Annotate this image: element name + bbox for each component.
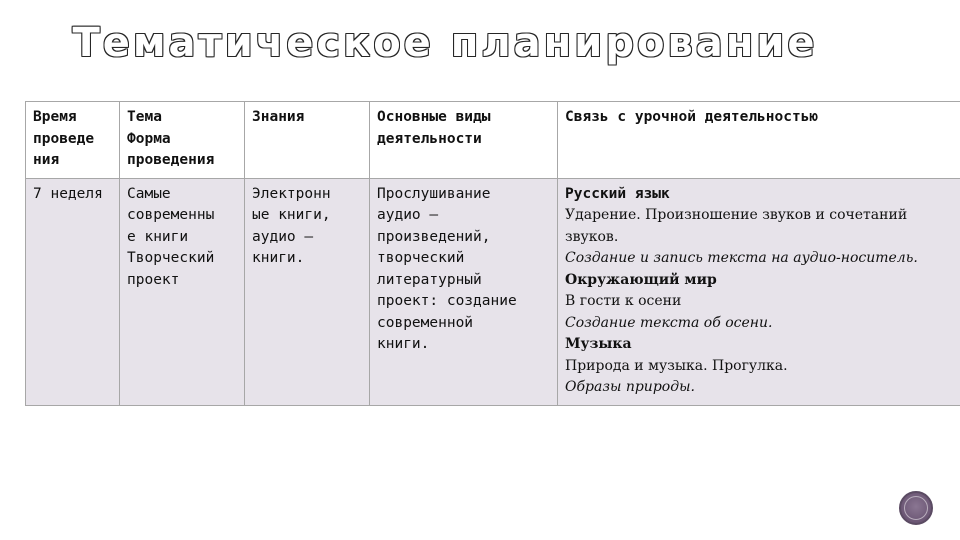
plan-table	[25, 101, 960, 406]
header-topic-line: Форма	[127, 130, 171, 147]
link-line: В гости к осени	[565, 293, 682, 309]
cell-knowledge	[245, 178, 370, 405]
cell-topic-line: Самые	[127, 185, 171, 202]
cell-knowledge-line: Электронн	[252, 185, 331, 202]
header-activities-line: Основные виды	[377, 109, 491, 125]
cell-activities-line: книги.	[377, 336, 430, 352]
header-knowledge	[245, 102, 370, 179]
cell-activities-line: проект: создание	[377, 293, 517, 309]
cell-topic-line: современны	[127, 207, 215, 223]
link-subject-russian: Русский язык	[565, 185, 670, 202]
cell-activities-line: Прослушивание	[377, 185, 491, 202]
cell-topic	[120, 178, 245, 405]
slide-badge-icon	[899, 491, 933, 525]
cell-knowledge-line: ые книги,	[252, 207, 331, 223]
cell-topic-line: проект	[127, 271, 180, 288]
link-line: Ударение. Произношение звуков и сочетаний	[565, 207, 908, 223]
header-link-text: Связь с урочной деятельностью	[565, 109, 819, 125]
cell-activities	[370, 178, 558, 405]
header-topic	[120, 102, 245, 179]
cell-activities-line: современной	[377, 314, 474, 331]
link-line: звуков.	[565, 228, 619, 245]
link-subject-world: Окружающий мир	[565, 271, 717, 288]
header-topic-line: проведения	[127, 152, 215, 168]
cell-activities-line: аудио –	[377, 207, 439, 223]
table-header-row	[26, 102, 960, 179]
header-activities-line: деятельности	[377, 130, 482, 147]
cell-time	[26, 178, 120, 405]
link-line-italic: Создание и запись текста на аудио-носитель.	[565, 250, 918, 266]
cell-topic-line: е книги	[127, 228, 189, 245]
page-title: Тематическое планирование	[72, 20, 818, 66]
table-row	[26, 178, 960, 405]
link-subject-music: Музыка	[565, 336, 632, 352]
header-time-line: Время	[33, 109, 77, 125]
header-time-line: проведе	[33, 130, 95, 147]
cell-topic-line: Творческий	[127, 250, 215, 266]
header-time	[26, 102, 120, 179]
cell-activities-line: произведений,	[377, 228, 491, 245]
header-knowledge-text: Знания	[252, 109, 305, 125]
header-time-line: ния	[33, 152, 60, 168]
link-line-italic: Образы природы.	[565, 379, 695, 395]
cell-activities-line: литературный	[377, 271, 482, 288]
cell-activities-line: творческий	[377, 250, 465, 266]
cell-time-text: 7 неделя	[33, 185, 103, 202]
header-topic-line: Тема	[127, 109, 162, 125]
link-line-italic: Создание текста об осени.	[565, 314, 773, 331]
link-line: Природа и музыка. Прогулка.	[565, 357, 788, 374]
header-link	[558, 102, 960, 179]
cell-link	[558, 178, 960, 405]
header-activities	[370, 102, 558, 179]
cell-knowledge-line: аудио –	[252, 228, 314, 245]
cell-knowledge-line: книги.	[252, 250, 305, 266]
